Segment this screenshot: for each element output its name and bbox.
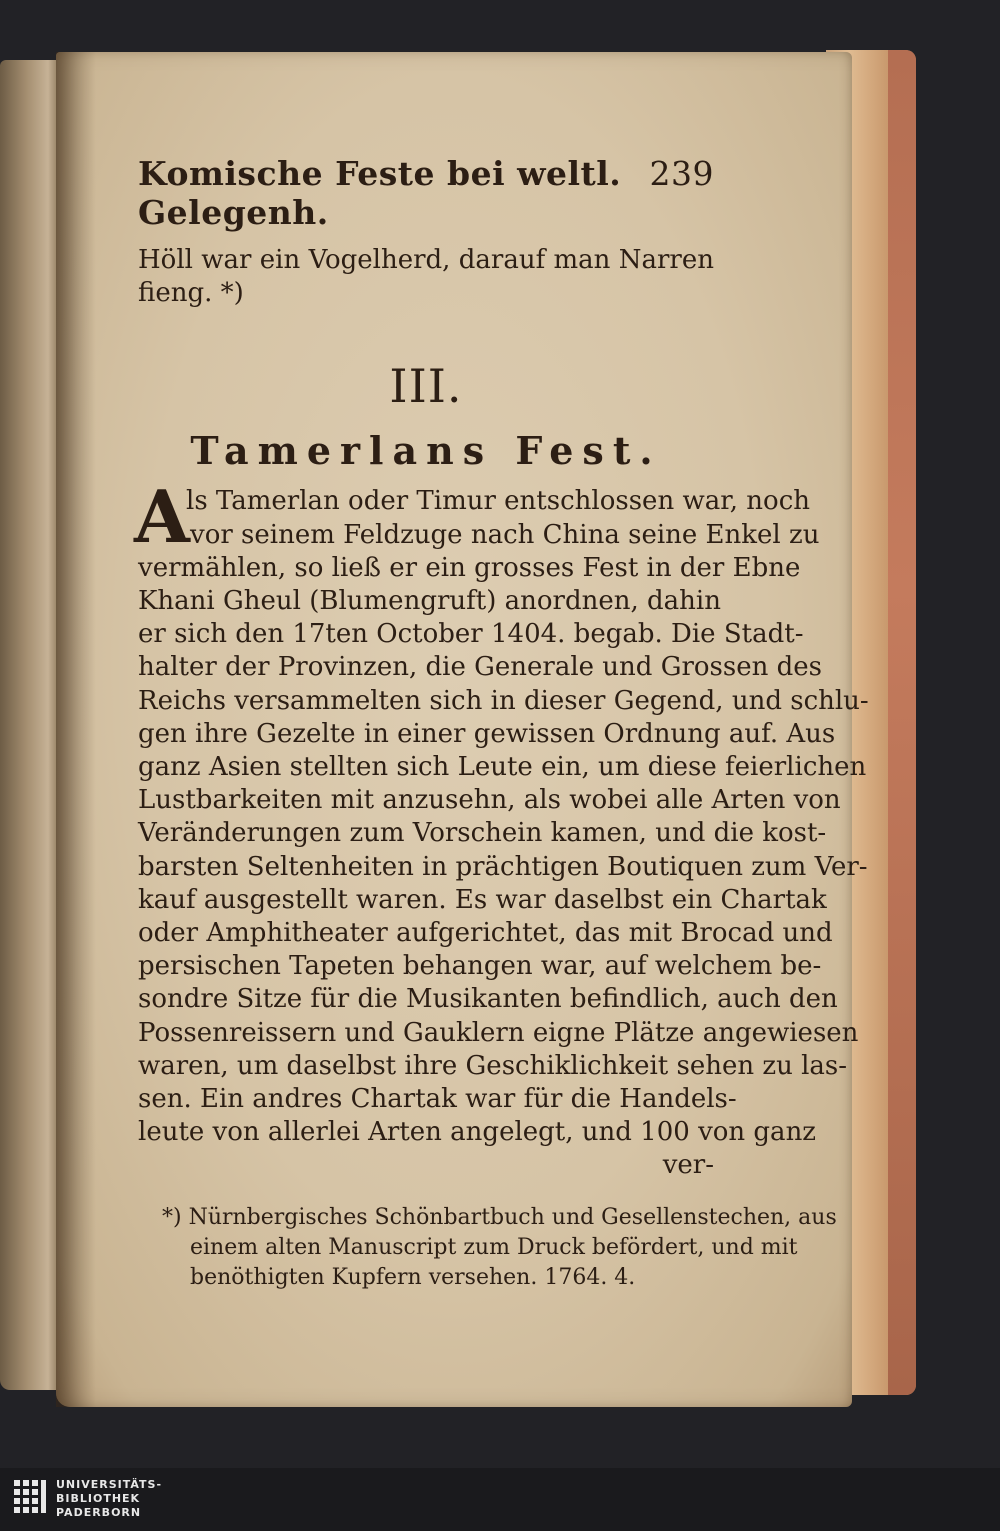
body-line: Reichs versammelten sich in dieser Gegend, und schlu- bbox=[138, 685, 869, 716]
body-line: Possenreissern und Gauklern eigne Plätze angewiesen bbox=[138, 1017, 859, 1048]
body-line: Lustbarkeiten mit anzusehn, als wobei alle Arten von bbox=[138, 785, 841, 816]
body-line: sen. Ein andres Chartak war für die Handels- bbox=[138, 1084, 737, 1115]
footnote-line: benöthigten Kupfern versehen. 1764. 4. bbox=[190, 1264, 636, 1290]
opening-line: Höll war ein Vogelherd, darauf man Narren bbox=[138, 245, 714, 275]
body-line: persischen Tapeten behangen war, auf welchem be- bbox=[138, 951, 822, 982]
paragraph bbox=[134, 474, 869, 1182]
body-line: vor seinem Feldzuge nach China seine Enkel zu bbox=[190, 519, 820, 550]
running-head bbox=[138, 154, 714, 232]
book-page bbox=[56, 52, 869, 1407]
section-title: Tamerlans Fest. bbox=[190, 428, 662, 474]
catchword: ver- bbox=[662, 1150, 714, 1181]
body-line: vermählen, so ließ er ein grosses Fest in der Ebne bbox=[138, 552, 801, 583]
library-name-line: UNIVERSITÄTS- bbox=[56, 1478, 163, 1491]
body-line: er sich den 17ten October 1404. begab. Die Stadt- bbox=[138, 619, 804, 650]
library-logo-icon bbox=[12, 1478, 48, 1522]
body-line: waren, um daselbst ihre Geschiklichkeit sehen zu las- bbox=[138, 1050, 848, 1081]
footnote-line: *) Nürnbergisches Schönbartbuch und Gesellenstechen, aus bbox=[162, 1204, 837, 1230]
library-name bbox=[56, 1478, 162, 1520]
drop-cap: A bbox=[134, 474, 190, 560]
page-number: 239 bbox=[649, 154, 714, 193]
section-number: III. bbox=[389, 359, 463, 414]
body-line: leute von allerlei Arten angelegt, und 100 von ganz bbox=[138, 1117, 817, 1148]
body-line: Khani Gheul (Blumengruft) anordnen, dahin bbox=[138, 586, 721, 617]
page-text bbox=[134, 154, 869, 1293]
footnote-line: einem alten Manuscript zum Druck befördert, und mit bbox=[190, 1234, 798, 1260]
footnote bbox=[138, 1203, 837, 1293]
opening-line: fieng. *) bbox=[138, 278, 244, 309]
library-name-line: BIBLIOTHEK bbox=[56, 1492, 141, 1505]
body-line: sondre Sitze für die Musikanten befindlich, auch den bbox=[138, 984, 838, 1015]
body-line: gen ihre Gezelte in einer gewissen Ordnung auf. Aus bbox=[138, 718, 836, 749]
running-head-title: Komische Feste bei weltl. Gelegenh. bbox=[138, 154, 622, 232]
body-line: ganz Asien stellten sich Leute ein, um diese feierlichen bbox=[138, 752, 867, 783]
body-line: Veränderungen zum Vorschein kamen, und die kost- bbox=[138, 818, 827, 849]
previous-page-edge bbox=[0, 60, 60, 1390]
body-line: ls Tamerlan oder Timur entschlossen war, noch bbox=[186, 486, 811, 517]
body-line: halter der Provinzen, die Generale und Grossen des bbox=[138, 652, 822, 683]
library-name-line: PADERBORN bbox=[56, 1506, 142, 1519]
library-footer bbox=[0, 1468, 1000, 1531]
body-line: barsten Seltenheiten in prächtigen Boutiquen zum Ver- bbox=[138, 851, 868, 882]
gutter-shadow bbox=[56, 52, 96, 1407]
body-line: oder Amphitheater aufgerichtet, das mit Brocad und bbox=[138, 918, 833, 949]
body-line: kauf ausgestellt waren. Es war daselbst ein Chartak bbox=[138, 884, 827, 915]
